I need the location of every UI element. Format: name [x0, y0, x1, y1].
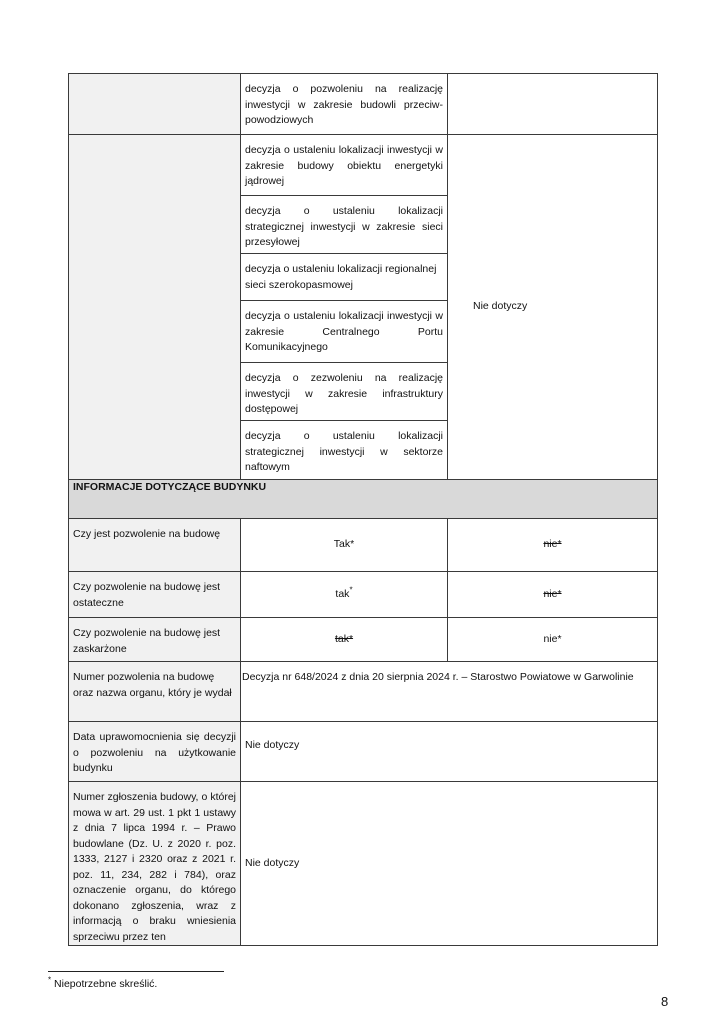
row-label: Czy pozwolenie na budowę jest zaskarżone — [69, 618, 241, 662]
notification-value: Nie dotyczy — [241, 782, 658, 946]
label-cell-empty — [69, 135, 241, 480]
yes-option: tak* — [241, 618, 448, 662]
value-cell-empty — [448, 74, 658, 135]
no-option: nie* — [448, 618, 658, 662]
yes-option — [241, 572, 448, 618]
row-label: Numer pozwolenia na budowę oraz nazwa organu, który je wydał — [69, 662, 241, 722]
row-label: Czy pozwolenie na budowę jest ostateczne — [69, 572, 241, 618]
yes-option: Tak* — [241, 519, 448, 572]
decision-item: decyzja o ustaleniu lokalizacji strategicznej inwestycji w zakresie sieci przesyłowej — [241, 196, 448, 254]
decision-item: decyzja o ustaleniu lokalizacji inwestycji w zakresie budowy obiektu energetyki jądrowej — [241, 135, 448, 196]
table-row — [69, 662, 658, 722]
label-cell-empty — [69, 74, 241, 135]
no-option: nie* — [448, 572, 658, 618]
table-row — [69, 74, 658, 135]
row-label: Data uprawomocnienia się decyzji o pozwoleniu na użytkowanie budynku — [69, 722, 241, 782]
decision-item: decyzja o ustaleniu lokalizacji inwestycji w zakresie Centralnego Portu Komunikacyjnego — [241, 301, 448, 363]
footnote-mark: * — [349, 585, 353, 595]
row-label: Numer zgłoszenia budowy, o której mowa w art. 29 ust. 1 pkt 1 ustawy z dnia 7 lipca 1994 r. – Prawo budowlane (Dz. U. z 2020 r. poz. 1333, 2127 i 2320 oraz z 2021 r. poz. 11, 234, 282 i 784), oraz oznaczenie organu, do którego dokonano zgłoszenia, wraz z informacją o braku wniesienia sprzeciwu przez ten — [69, 782, 241, 946]
validation-date-value: Nie dotyczy — [241, 722, 658, 782]
row-label: Czy jest pozwolenie na budowę — [69, 519, 241, 572]
decision-item: decyzja o ustaleniu lokalizacji strategicznej inwestycji w sektorze naftowym — [241, 421, 448, 480]
building-info-table — [68, 73, 658, 946]
yes-text: tak — [335, 587, 350, 600]
table-row — [69, 135, 658, 196]
footnote-text: Niepotrzebne skreślić. — [54, 978, 158, 990]
section-header-row — [69, 480, 658, 519]
footnote-mark: * — [48, 975, 52, 985]
decision-item: decyzja o pozwoleniu na realizację inwestycji w zakresie budowli przeciw-powodziowych — [241, 74, 448, 135]
permit-number-value: Decyzja nr 648/2024 z dnia 20 sierpnia 2024 r. – Starostwo Powiatowe w Garwolinie — [241, 662, 658, 722]
table-row — [69, 722, 658, 782]
page-number: 8 — [661, 994, 669, 1009]
footnote-divider — [48, 971, 224, 972]
decision-item: decyzja o ustaleniu lokalizacji regionalnej sieci szerokopasmowej — [241, 254, 448, 301]
table-row — [69, 618, 658, 662]
no-option: nie* — [448, 519, 658, 572]
footnote — [48, 975, 158, 990]
table-row — [69, 782, 658, 946]
section-header: INFORMACJE DOTYCZĄCE BUDYNKU — [69, 480, 658, 519]
table-row — [69, 519, 658, 572]
table-row — [69, 572, 658, 618]
decision-item: decyzja o zezwoleniu na realizację inwestycji w zakresie infrastruktury dostępowej — [241, 363, 448, 421]
decisions-value: Nie dotyczy — [448, 135, 658, 480]
